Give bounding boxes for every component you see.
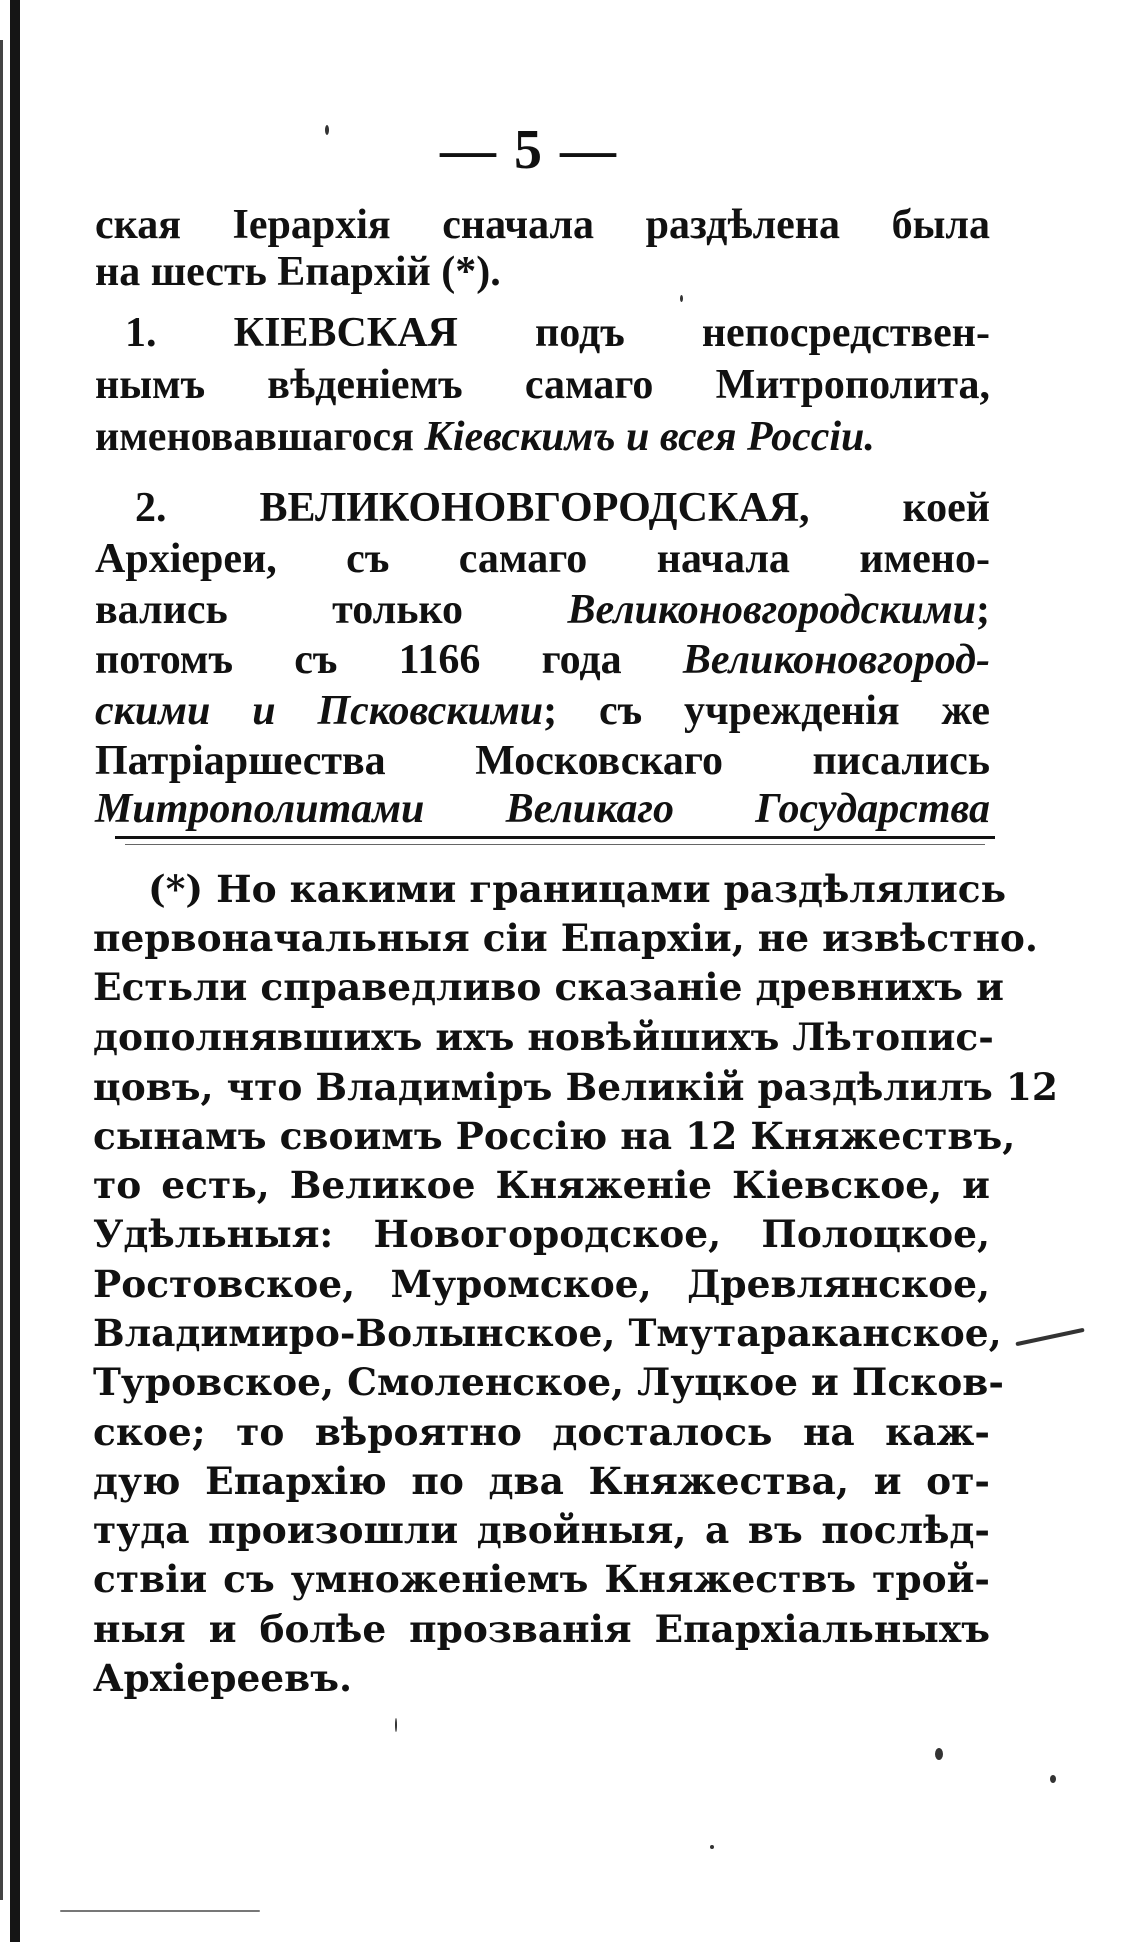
footnote-line: первоначальныя сіи Епархіи, не извѣстно. <box>93 916 1038 960</box>
scan-speck <box>1015 1328 1084 1346</box>
footnote-line: ское; то вѣроятно досталось на каж- <box>93 1410 990 1454</box>
scan-speck <box>60 1910 260 1912</box>
footnote-line: дополнявшихъ ихъ новѣйшихъ Лѣтопис- <box>93 1015 994 1059</box>
footnote-divider <box>115 836 995 839</box>
scan-speck <box>680 295 683 302</box>
text-line: Архіереи, съ самаго начала имено- <box>95 536 990 582</box>
text-line: нымъ вѣденіемъ самаго Митрополита, <box>95 362 990 408</box>
text-line: вались только Великоновгородскими; <box>95 587 990 633</box>
scan-speck <box>710 1845 714 1849</box>
scan-speck <box>1050 1775 1056 1783</box>
footnote-line: то есть, Великое Княженіе Кіевское, и <box>93 1163 990 1207</box>
text-line: Митрополитами Великаго Государства <box>95 786 990 832</box>
footnote-line: ствіи съ умноженіемъ Княжествъ трой- <box>93 1557 990 1601</box>
text-line: 1. КІЕВСКАЯ подъ непосредствен- <box>125 310 990 356</box>
footnote-line: цовъ, что Владиміръ Великій раздѣлилъ 12 <box>93 1065 1059 1109</box>
text-line: потомъ съ 1166 года Великоновгород- <box>95 637 990 683</box>
footnote-line: туда произошли двойныя, а въ послѣд- <box>93 1508 990 1552</box>
page-binding-shadow <box>0 40 3 1900</box>
footnote-line: Архіереевъ. <box>93 1656 353 1700</box>
scan-speck <box>395 1718 397 1732</box>
footnote-line: ныя и болѣе прозванія Епархіальныхъ <box>93 1607 990 1651</box>
text-line: скими и Псковскими; съ учрежденія же <box>95 688 991 734</box>
footnote-line: Ростовское, Муромское, Древлянское, <box>93 1262 990 1306</box>
text-line: Патріаршества Московскаго писались <box>95 738 990 784</box>
page-number: — 5 — <box>440 119 618 181</box>
footnote-line: дую Епархію по два Княжества, и от- <box>93 1459 990 1503</box>
text-line: ская Іерархія сначала раздѣлена была <box>95 202 990 248</box>
footnote-line: (*) Но какими границами раздѣлялись <box>148 867 1007 911</box>
footnote-divider-shadow <box>125 844 985 845</box>
scan-speck <box>935 1748 943 1760</box>
text-line: именовавшагося Кіевскимъ и всея Россіи. <box>95 414 875 460</box>
footnote-line: Естьли справедливо сказаніе древнихъ и <box>93 965 1004 1009</box>
text-line: на шесть Епархій (*). <box>95 249 501 295</box>
footnote-line: Владимиро-Волынское, Тмутараканское, <box>93 1311 1002 1355</box>
footnote-line: Туровское, Смоленское, Луцкое и Псков- <box>93 1360 1004 1404</box>
text-line: 2. ВЕЛИКОНОВГОРОДСКАЯ, коей <box>135 485 990 531</box>
page-binding-edge <box>10 0 20 1942</box>
footnote-line: Удѣльныя: Новогородское, Полоцкое, <box>93 1212 990 1256</box>
footnote-line: сынамъ своимъ Россію на 12 Княжествъ, <box>93 1114 1016 1158</box>
scan-speck <box>325 125 329 135</box>
